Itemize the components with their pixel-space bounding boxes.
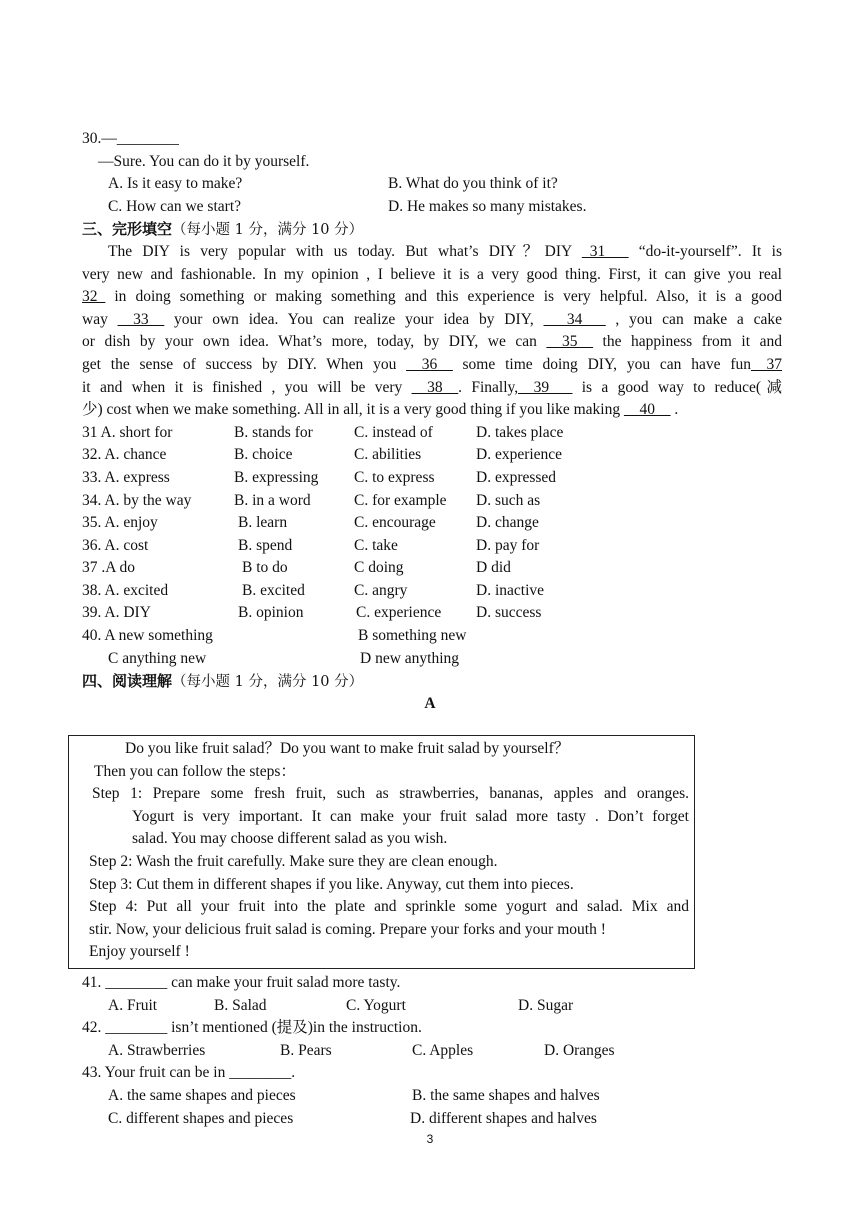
cloze-text: get the sense of success by DIY. When you [82, 355, 407, 373]
q30-option-a: A. Is it easy to make? [108, 175, 243, 193]
option-39-c: C. experience [356, 604, 442, 622]
step-1-line-3: salad. You may choose different salad as you wish. [132, 830, 448, 848]
blank-34: ___34___ [543, 310, 606, 328]
q40-option-d: D new anything [360, 649, 460, 667]
q43-options-row1 [82, 1085, 782, 1108]
cloze-line-7 [82, 377, 782, 400]
q43-option-a: A. the same shapes and pieces [108, 1086, 296, 1104]
option-31-b: B. stands for [234, 423, 313, 441]
q43-option-c: C. different shapes and pieces [108, 1109, 294, 1127]
q30-options-row1 [82, 173, 782, 196]
option-31-c: C. instead of [354, 423, 433, 441]
option-35-b: B. learn [238, 514, 288, 532]
cloze-text: in doing something or making something and this experience is very helpful. Also, it is a good [105, 288, 782, 306]
q30-reply: —Sure. You can do it by yourself. [98, 152, 310, 170]
q30-option-d: D. He makes so many mistakes. [388, 197, 587, 215]
q42-option-d: D. Oranges [544, 1041, 615, 1059]
section4-heading [82, 670, 782, 693]
option-36-c: C. take [354, 536, 398, 554]
exam-page [82, 128, 782, 715]
option-39-d: D. success [476, 604, 542, 622]
cloze-options [82, 422, 782, 625]
section3-heading [82, 218, 782, 241]
q42-option-c: C. Apples [412, 1041, 474, 1059]
option-31-a: 31 A. short for [82, 423, 173, 441]
option-32-a: 32. A. chance [82, 446, 167, 464]
blank-32: 32_ [82, 288, 106, 306]
section3-title: 三、完形填空 [82, 220, 173, 239]
q41-option-a: A. Fruit [108, 996, 158, 1014]
options-row-38 [82, 580, 782, 603]
option-32-b: B. choice [234, 446, 293, 464]
q40-option-a: 40. A new something [82, 627, 213, 645]
q30-option-b: B. What do you think of it? [388, 175, 558, 193]
q43-option-d: D. different shapes and halves [410, 1109, 597, 1127]
blank-35: __35__ [546, 333, 593, 351]
q40-options-row2 [82, 648, 782, 671]
option-36-b: B. spend [238, 536, 293, 554]
cloze-line-6 [82, 354, 782, 377]
q40-option-b: B something new [358, 627, 467, 645]
q30-options-row2 [82, 196, 782, 219]
blank-38: __38__ [411, 378, 459, 396]
blank-39: __39___ [518, 378, 573, 396]
q43-option-b: B. the same shapes and halves [412, 1086, 600, 1104]
option-33-c: C. to express [354, 468, 435, 486]
section4-title: 四、阅读理解 [82, 672, 173, 691]
blank-33: __33__ [117, 310, 165, 328]
cloze-text: 少) cost when we make something. All in all, it is a very good thing if you like making [82, 401, 624, 419]
q42-option-b: B. Pears [280, 1041, 332, 1059]
reading-passage-box [68, 735, 695, 969]
option-39-b: B. opinion [238, 604, 304, 622]
option-34-b: B. in a word [234, 491, 311, 509]
box-line-1: Do you like fruit salad？Do you want to make fruit salad by yourself？ [125, 740, 570, 757]
q42-option-a: A. Strawberries [108, 1041, 206, 1059]
blank-31: _31___ [581, 242, 629, 260]
option-38-a: 38. A. excited [82, 581, 169, 599]
cloze-text: is a good way to reduce(减 [572, 378, 782, 396]
option-34-a: 34. A. by the way [82, 491, 192, 509]
option-34-c: C. for example [354, 491, 447, 509]
options-row-34 [82, 490, 782, 513]
option-38-c: C. angry [354, 581, 408, 599]
cloze-text: The DIY is very popular with us today. But what’s DIY？DIY [108, 242, 582, 260]
cloze-text: , you can make a cake [605, 310, 783, 328]
q42-options [82, 1040, 782, 1063]
options-row-35 [82, 512, 782, 535]
q43-stem: 43. Your fruit can be in ________. [82, 1064, 296, 1082]
step-1-line-2: Yogurt is very important. It can make your fruit salad more tasty . Don’t forget [132, 807, 689, 825]
cloze-text: “do-it-yourself”. It is [628, 242, 782, 260]
options-row-37 [82, 557, 782, 580]
option-32-d: D. experience [476, 446, 563, 464]
options-row-39 [82, 602, 782, 625]
option-34-d: D. such as [476, 491, 541, 509]
blank-36: __36__ [406, 355, 453, 373]
options-row-33 [82, 467, 782, 490]
option-35-a: 35. A. enjoy [82, 514, 158, 532]
section3-note: （每小题 1 分，满分 10 分） [172, 222, 364, 239]
option-36-a: 36. A. cost [82, 536, 149, 554]
option-37-d: D did [476, 559, 511, 577]
cloze-line-2: very new and fashionable. In my opinion , I believe it is a very good thing. First, it can give you real [82, 265, 782, 283]
step-4-line-3: Enjoy yourself ! [89, 943, 190, 961]
cloze-text: . Finally, [458, 378, 519, 396]
blank-37: __37 [751, 355, 783, 373]
step-3: Step 3: Cut them in different shapes if you like. Anyway, cut them into pieces. [89, 875, 574, 893]
option-38-b: B. excited [242, 581, 305, 599]
q42-stem: 42. ________ isn’t mentioned (提及)in the instruction. [82, 1019, 422, 1037]
cloze-line-8 [82, 399, 782, 422]
cloze-line-3 [82, 286, 782, 309]
q41-stem: 41. ________ can make your fruit salad more tasty. [82, 974, 401, 991]
page-number: 3 [426, 1132, 434, 1146]
option-31-d: D. takes place [476, 423, 564, 441]
cloze-text: your own idea. You can realize your idea by DIY, [164, 310, 544, 328]
cloze-text: or dish by your own idea. What’s more, today, by DIY, we can [82, 333, 547, 351]
step-1-line-1: Step 1: Prepare some fresh fruit, such as strawberries, bananas, apples and oranges. [92, 785, 689, 803]
q43-options-row2 [82, 1108, 782, 1131]
option-33-a: 33. A. express [82, 468, 170, 486]
q41-option-b: B. Salad [214, 996, 267, 1014]
options-row-36 [82, 535, 782, 558]
q41-option-c: C. Yogurt [346, 996, 406, 1014]
reading-questions [82, 972, 782, 1130]
step-2: Step 2: Wash the fruit carefully. Make sure they are clean enough. [89, 852, 498, 870]
option-37-c: C doing [354, 559, 404, 577]
options-row-31 [82, 422, 782, 445]
cloze-text: some time doing DIY, you can have fun [452, 355, 752, 373]
cloze-line-5 [82, 331, 782, 354]
option-37-a: 37 .A do [82, 559, 135, 577]
cloze-line-1 [82, 241, 782, 264]
passage-label: A [424, 694, 436, 712]
step-4-line-2: stir. Now, your delicious fruit salad is coming. Prepare your forks and your mouth ! [89, 920, 606, 938]
q40-options-row1 [82, 625, 782, 648]
option-35-c: C. encourage [354, 514, 436, 532]
option-39-a: 39. A. DIY [82, 604, 151, 622]
cloze-text: way [82, 310, 118, 328]
q41-options [82, 995, 782, 1018]
q30-option-c: C. How can we start? [108, 197, 241, 215]
options-row-32 [82, 444, 782, 467]
option-33-b: B. expressing [234, 468, 319, 486]
option-36-d: D. pay for [476, 536, 540, 554]
box-line-2: Then you can follow the steps： [94, 762, 296, 780]
cloze-line-4 [82, 309, 782, 332]
q30-stem: 30.—________ [82, 130, 179, 147]
section4-note: （每小题 1 分，满分 10 分） [172, 674, 364, 691]
cloze-text: . [670, 401, 679, 419]
q40-option-c: C anything new [108, 649, 207, 667]
option-37-b: B to do [242, 559, 288, 577]
option-33-d: D. expressed [476, 468, 557, 486]
option-35-d: D. change [476, 514, 539, 532]
cloze-text: it and when it is finished , you will be very [82, 378, 412, 396]
q41-option-d: D. Sugar [518, 996, 574, 1014]
blank-40: __40__ [624, 401, 671, 419]
cloze-text: the happiness from it and [592, 333, 782, 351]
option-32-c: C. abilities [354, 446, 422, 464]
step-4-line-1: Step 4: Put all your fruit into the plate and sprinkle some yogurt and salad. Mix and [89, 898, 689, 916]
option-38-d: D. inactive [476, 581, 545, 599]
